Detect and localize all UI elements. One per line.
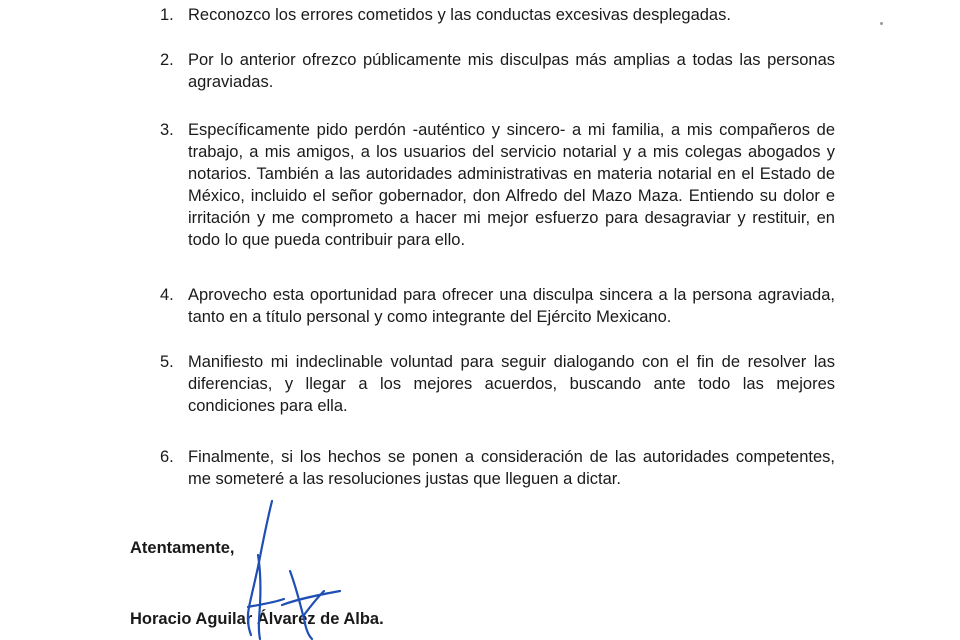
list-item-text: Aprovecho esta oportunidad para ofrecer una disculpa sincera a la persona agraviada, tanto en a título personal y como integrante del Ejército Mexicano. [188,286,835,326]
closing-salutation: Atentamente, [130,539,235,557]
list-item [160,4,835,26]
scan-speck [880,22,883,25]
list-item-text: Específicamente pido perdón -auténtico y sincero- a mi familia, a mis compañeros de trabajo, a mis amigos, a los usuarios del servicio notarial y a mis colegas abogados y notarios. También a las autoridades administrativas en materia notarial en el Estado de México, incluido el señor gobernador, don Alfredo del Mazo Maza. Entiendo su dolor e irritación y me comprometo a hacer mi mejor esfuerzo para desagraviar y restituir, en todo lo que pueda contribuir para ello. [188,121,835,249]
list-item-number: 4. [160,286,174,304]
list-item-number: 2. [160,51,174,69]
list-item-number: 6. [160,448,174,466]
list-item-text: Reconozco los errores cometidos y las conductas excesivas desplegadas. [188,6,731,24]
list-item-number: 5. [160,353,174,371]
list-item-text: Manifiesto mi indeclinable voluntad para seguir dialogando con el fin de resolver las diferencias, y llegar a los mejores acuerdos, buscando ante todo las mejores condiciones para ella. [188,353,835,415]
list-item [160,351,835,417]
list-item-text: Por lo anterior ofrezco públicamente mis disculpas más amplias a todas las personas agraviadas. [188,51,835,91]
list-item [160,49,835,93]
list-item-number: 1. [160,6,174,24]
signatory-name: Horacio Aguilar Álvarez de Alba. [130,610,384,628]
handwritten-signature [200,495,400,640]
list-item [160,446,835,490]
list-item-number: 3. [160,121,174,139]
list-item [160,119,835,251]
list-item-text: Finalmente, si los hechos se ponen a consideración de las autoridades competentes, me someteré a las resoluciones justas que lleguen a dictar. [188,448,835,488]
list-item [160,284,835,328]
